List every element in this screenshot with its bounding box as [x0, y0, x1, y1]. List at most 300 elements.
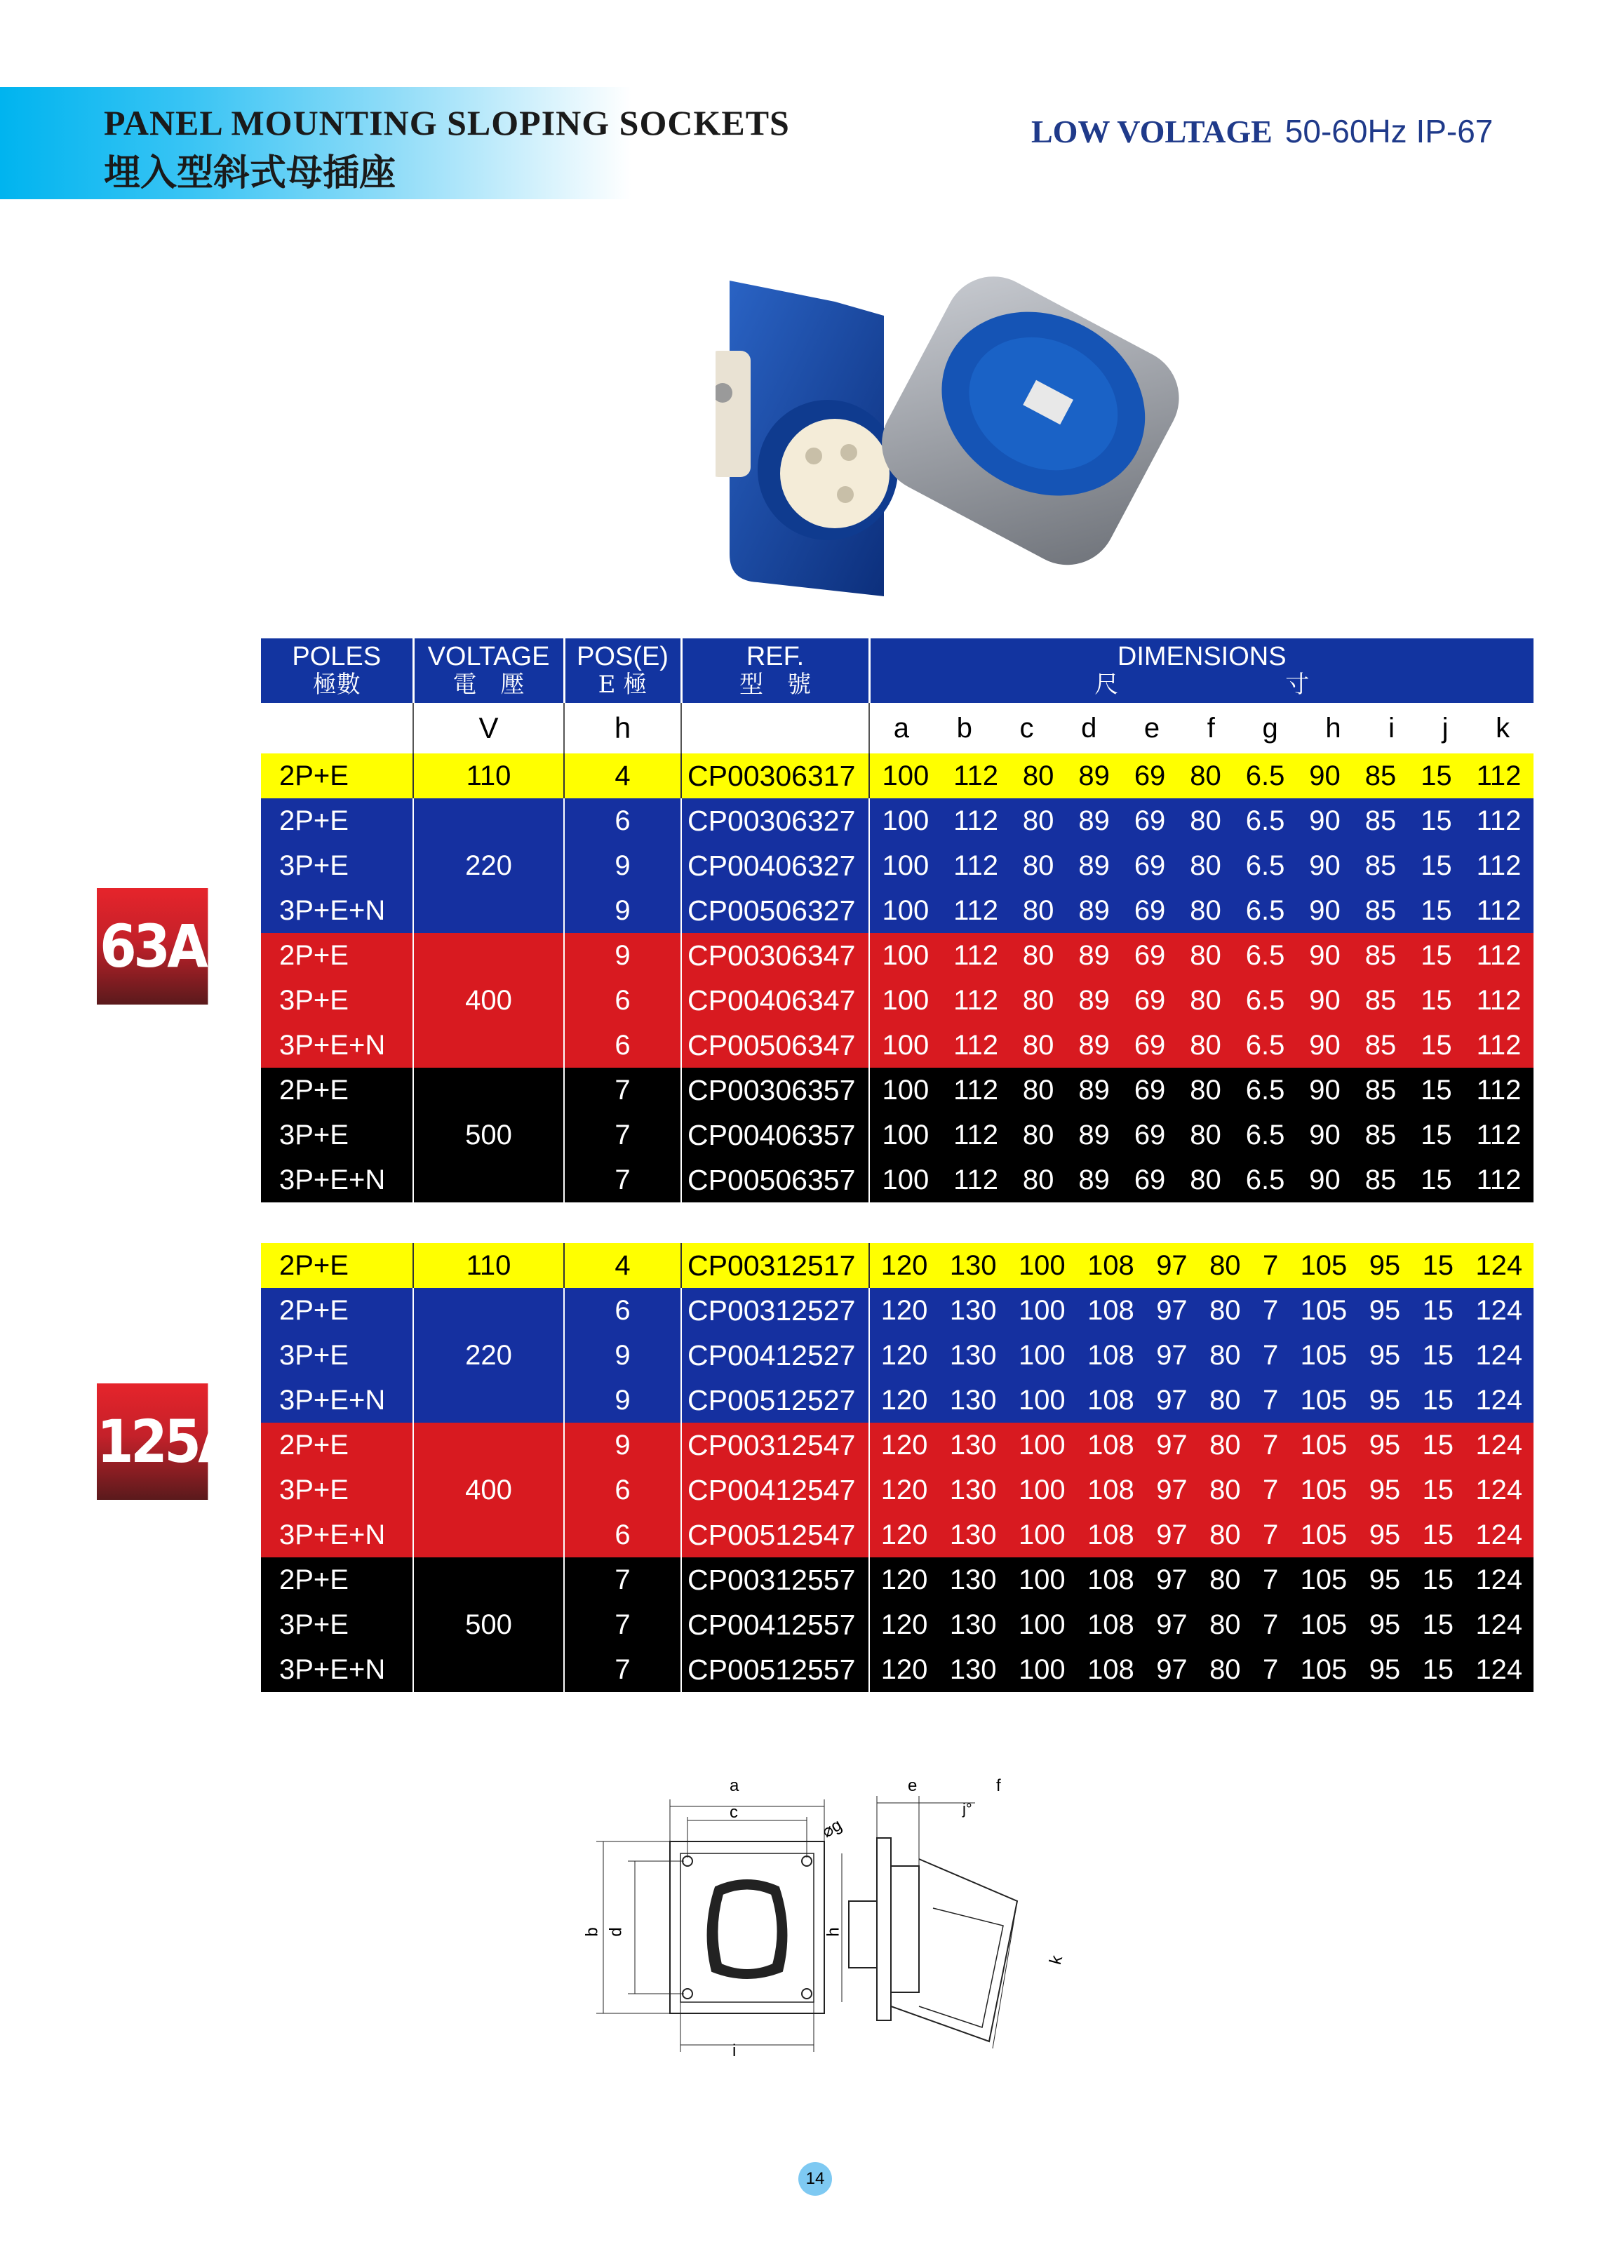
dim-value-j: 15: [1421, 1074, 1452, 1106]
dim-value-e: 97: [1156, 1609, 1188, 1640]
dim-value-b: 112: [953, 1119, 998, 1150]
dimension-letters: [869, 703, 1534, 753]
dim-value-i: 95: [1369, 1653, 1401, 1685]
ref-cell: CP00306317: [681, 753, 869, 798]
ref-cell: CP00306347: [681, 933, 869, 978]
dim-value-b: 112: [953, 984, 998, 1016]
dim-value-j: 15: [1422, 1519, 1454, 1550]
dim-value-g: 7: [1262, 1384, 1279, 1416]
dim-value-e: 69: [1134, 1164, 1166, 1195]
pos-cell: 9: [564, 1378, 681, 1423]
pos-cell: 9: [564, 1333, 681, 1378]
dim-value-i: 95: [1369, 1519, 1401, 1550]
dim-value-e: 69: [1134, 984, 1166, 1016]
pos-cell: 9: [564, 1423, 681, 1468]
pos-cell: 7: [564, 1113, 681, 1158]
dim-value-g: 6.5: [1245, 805, 1285, 836]
dim-value-b: 130: [949, 1339, 997, 1371]
label-j: j°: [962, 1800, 972, 1818]
dim-value-d: 108: [1087, 1294, 1134, 1326]
dim-value-b: 130: [949, 1474, 997, 1505]
voltage-cell: 500: [413, 1068, 564, 1202]
dim-value-h: 105: [1300, 1653, 1348, 1685]
dim-value-d: 108: [1087, 1519, 1134, 1550]
dim-value-e: 97: [1156, 1474, 1188, 1505]
dim-value-d: 108: [1087, 1609, 1134, 1640]
dim-value-k: 112: [1476, 805, 1522, 836]
ref-cell: CP00512547: [681, 1512, 869, 1557]
poles-cell: 2P+E: [261, 1557, 413, 1602]
dim-value-j: 15: [1422, 1249, 1454, 1281]
dim-value-d: 108: [1087, 1384, 1134, 1416]
dimensions-cell: [869, 1113, 1534, 1158]
table-row: [261, 753, 1534, 798]
unit-poles: [261, 703, 413, 753]
ref-cell: CP00312517: [681, 1243, 869, 1288]
dim-value-c: 80: [1022, 939, 1054, 971]
dim-letter-b: b: [956, 712, 972, 744]
dimensions-cell: [869, 1243, 1534, 1288]
poles-cell: 3P+E+N: [261, 888, 413, 933]
dim-value-k: 124: [1475, 1429, 1523, 1461]
dim-value-h: 105: [1300, 1609, 1348, 1640]
dimensions-cell: [869, 888, 1534, 933]
poles-cell: 3P+E: [261, 1333, 413, 1378]
dim-value-i: 85: [1364, 939, 1397, 971]
poles-cell: 2P+E: [261, 1243, 413, 1288]
dim-value-e: 97: [1156, 1653, 1188, 1685]
dim-value-k: 124: [1475, 1474, 1523, 1505]
ref-cell: CP00506327: [681, 888, 869, 933]
col-header-poles: POLES 極數: [261, 638, 413, 703]
dim-value-k: 124: [1475, 1384, 1523, 1416]
dim-value-i: 95: [1369, 1384, 1401, 1416]
low-voltage-label: LOW VOLTAGE: [1031, 114, 1273, 149]
dim-value-f: 80: [1190, 1029, 1221, 1061]
dim-value-e: 69: [1134, 894, 1166, 926]
dim-value-k: 112: [1476, 760, 1522, 791]
dim-value-h: 90: [1309, 939, 1341, 971]
dim-value-h: 105: [1300, 1474, 1348, 1505]
poles-cell: 2P+E: [261, 1423, 413, 1468]
dim-value-d: 89: [1078, 1119, 1110, 1150]
dimensions-cell: [869, 798, 1534, 843]
dim-value-k: 112: [1476, 1029, 1522, 1061]
ref-cell: CP00412557: [681, 1602, 869, 1647]
col-header-voltage: VOLTAGE 電 壓: [413, 638, 564, 703]
dim-value-j: 15: [1421, 1164, 1452, 1195]
dim-value-g: 6.5: [1245, 984, 1285, 1016]
poles-cell: 3P+E: [261, 1113, 413, 1158]
label-e: e: [908, 1776, 918, 1795]
dim-letter-g: g: [1262, 712, 1278, 744]
ref-cell: CP00306327: [681, 798, 869, 843]
page-number: 14: [798, 2162, 832, 2196]
dim-value-b: 130: [949, 1249, 997, 1281]
table-row: [261, 1068, 1534, 1113]
dim-value-g: 7: [1262, 1609, 1279, 1640]
poles-cell: 2P+E: [261, 798, 413, 843]
unit-pos: h: [564, 703, 681, 753]
dim-value-j: 15: [1422, 1653, 1454, 1685]
dim-value-a: 100: [882, 1074, 930, 1106]
dim-value-e: 69: [1134, 760, 1166, 791]
dim-value-b: 112: [953, 894, 998, 926]
unit-voltage: V: [413, 703, 564, 753]
dim-value-b: 130: [949, 1384, 997, 1416]
dim-value-a: 100: [882, 805, 930, 836]
dim-value-d: 108: [1087, 1429, 1134, 1461]
dim-value-k: 112: [1476, 939, 1522, 971]
dim-value-b: 112: [953, 850, 998, 881]
dim-value-e: 69: [1134, 939, 1166, 971]
dim-value-j: 15: [1421, 984, 1452, 1016]
dim-value-h: 90: [1309, 1074, 1341, 1106]
poles-cell: 3P+E+N: [261, 1378, 413, 1423]
dim-value-d: 89: [1078, 894, 1110, 926]
dim-value-j: 15: [1421, 1119, 1452, 1150]
dim-value-e: 97: [1156, 1249, 1188, 1281]
dim-value-f: 80: [1209, 1294, 1241, 1326]
dimensions-cell: [869, 1512, 1534, 1557]
dim-value-c: 100: [1018, 1249, 1066, 1281]
amp-badge-63a: 63A: [97, 888, 208, 1005]
dimensions-cell: [869, 753, 1534, 798]
ref-cell: CP00312557: [681, 1557, 869, 1602]
ref-cell: CP00406357: [681, 1113, 869, 1158]
dim-value-j: 15: [1422, 1429, 1454, 1461]
ref-cell: CP00512527: [681, 1378, 869, 1423]
ref-cell: CP00506357: [681, 1158, 869, 1202]
dim-value-g: 7: [1262, 1339, 1279, 1371]
table-row: [261, 1423, 1534, 1468]
dim-value-a: 120: [880, 1249, 928, 1281]
dim-value-c: 80: [1022, 1029, 1054, 1061]
dimensions-cell: [869, 1647, 1534, 1692]
dimensions-cell: [869, 1557, 1534, 1602]
poles-cell: 3P+E+N: [261, 1023, 413, 1068]
dim-value-b: 112: [953, 760, 998, 791]
dim-value-i: 95: [1369, 1609, 1401, 1640]
dim-value-c: 100: [1018, 1384, 1066, 1416]
dim-value-i: 85: [1364, 894, 1397, 926]
ref-cell: CP00406347: [681, 978, 869, 1023]
dim-value-g: 7: [1262, 1653, 1279, 1685]
dim-value-g: 6.5: [1245, 760, 1285, 791]
dim-value-f: 80: [1209, 1564, 1241, 1595]
dim-value-f: 80: [1209, 1474, 1241, 1505]
dim-value-a: 100: [882, 1164, 930, 1195]
dim-value-d: 108: [1087, 1564, 1134, 1595]
dimensions-cell: [869, 843, 1534, 888]
dim-value-a: 100: [882, 894, 930, 926]
dimensions-cell: [869, 933, 1534, 978]
voltage-spec: [1031, 112, 1493, 150]
dim-value-g: 7: [1262, 1429, 1279, 1461]
pos-cell: 4: [564, 753, 681, 798]
dim-value-k: 112: [1476, 1164, 1522, 1195]
dim-value-b: 130: [949, 1564, 997, 1595]
dim-letter-i: i: [1388, 712, 1395, 744]
poles-cell: 3P+E+N: [261, 1158, 413, 1202]
table-row: [261, 1243, 1534, 1288]
poles-cell: 3P+E: [261, 843, 413, 888]
dim-value-k: 124: [1475, 1519, 1523, 1550]
dim-value-k: 124: [1475, 1653, 1523, 1685]
col-header-pos: POS(E) E 極: [564, 638, 681, 703]
label-b: b: [582, 1927, 602, 1937]
dim-letter-f: f: [1207, 712, 1215, 744]
dim-value-i: 95: [1369, 1564, 1401, 1595]
dim-value-e: 97: [1156, 1519, 1188, 1550]
dim-value-h: 90: [1309, 850, 1341, 881]
dim-value-h: 105: [1300, 1564, 1348, 1595]
dim-value-f: 80: [1190, 805, 1221, 836]
dim-letter-d: d: [1081, 712, 1097, 744]
socket-product-image: [716, 253, 1193, 603]
amp-badge-125a: 125A: [97, 1383, 208, 1500]
pos-cell: 9: [564, 843, 681, 888]
dim-value-h: 90: [1309, 984, 1341, 1016]
dim-value-k: 124: [1475, 1609, 1523, 1640]
pos-cell: 9: [564, 888, 681, 933]
dim-value-e: 69: [1134, 850, 1166, 881]
label-a: a: [730, 1776, 739, 1795]
dim-value-d: 89: [1078, 805, 1110, 836]
dim-value-f: 80: [1209, 1519, 1241, 1550]
dim-value-d: 89: [1078, 850, 1110, 881]
pos-cell: 6: [564, 1512, 681, 1557]
pos-cell: 7: [564, 1158, 681, 1202]
dim-value-a: 120: [880, 1519, 928, 1550]
dim-value-i: 85: [1364, 805, 1397, 836]
dim-value-j: 15: [1422, 1609, 1454, 1640]
table-row: [261, 933, 1534, 978]
pos-cell: 7: [564, 1602, 681, 1647]
dim-letter-j: j: [1442, 712, 1449, 744]
dim-value-i: 95: [1369, 1249, 1401, 1281]
dimensions-cell: [869, 1333, 1534, 1378]
dim-value-b: 112: [953, 805, 998, 836]
dim-value-f: 80: [1190, 850, 1221, 881]
dim-value-g: 7: [1262, 1474, 1279, 1505]
dim-value-c: 100: [1018, 1339, 1066, 1371]
dim-value-f: 80: [1190, 939, 1221, 971]
dim-value-e: 97: [1156, 1564, 1188, 1595]
dim-value-j: 15: [1422, 1384, 1454, 1416]
dim-value-h: 90: [1309, 1119, 1341, 1150]
dim-value-f: 80: [1209, 1384, 1241, 1416]
poles-cell: 2P+E: [261, 1068, 413, 1113]
dim-value-g: 6.5: [1245, 1164, 1285, 1195]
dim-value-c: 80: [1022, 984, 1054, 1016]
dimensions-cell: [869, 1068, 1534, 1113]
dim-value-j: 15: [1421, 760, 1452, 791]
dim-value-a: 100: [882, 1119, 930, 1150]
dim-value-c: 80: [1022, 1119, 1054, 1150]
label-g: ⌀g: [819, 1815, 845, 1842]
ref-cell: CP00312527: [681, 1288, 869, 1333]
dim-value-g: 7: [1262, 1294, 1279, 1326]
dim-value-d: 108: [1087, 1474, 1134, 1505]
dim-value-f: 80: [1209, 1653, 1241, 1685]
dimensions-cell: [869, 978, 1534, 1023]
dim-letter-k: k: [1496, 712, 1510, 744]
dim-value-h: 105: [1300, 1294, 1348, 1326]
dim-letter-c: c: [1019, 712, 1034, 744]
dim-value-f: 80: [1190, 984, 1221, 1016]
dim-value-j: 15: [1422, 1339, 1454, 1371]
dim-value-c: 100: [1018, 1609, 1066, 1640]
dim-value-b: 130: [949, 1429, 997, 1461]
dim-value-c: 100: [1018, 1429, 1066, 1461]
dim-value-a: 120: [880, 1653, 928, 1685]
pos-cell: 6: [564, 1468, 681, 1512]
voltage-cell: 220: [413, 798, 564, 933]
dim-value-c: 100: [1018, 1519, 1066, 1550]
pos-cell: 6: [564, 1288, 681, 1333]
label-k: k: [1045, 1953, 1067, 1967]
dim-value-g: 6.5: [1245, 894, 1285, 926]
dim-value-d: 89: [1078, 1164, 1110, 1195]
pos-cell: 9: [564, 933, 681, 978]
dim-value-k: 112: [1476, 1119, 1522, 1150]
dim-value-j: 15: [1421, 894, 1452, 926]
dim-value-e: 69: [1134, 1029, 1166, 1061]
dim-value-k: 112: [1476, 850, 1522, 881]
dim-value-g: 6.5: [1245, 1119, 1285, 1150]
dim-value-i: 95: [1369, 1294, 1401, 1326]
table-row: [261, 1557, 1534, 1602]
voltage-cell: 110: [413, 1243, 564, 1288]
title-english: PANEL MOUNTING SLOPING SOCKETS: [104, 103, 790, 142]
poles-cell: 2P+E: [261, 1288, 413, 1333]
dim-value-e: 69: [1134, 1119, 1166, 1150]
pos-cell: 4: [564, 1243, 681, 1288]
dim-value-d: 89: [1078, 1074, 1110, 1106]
pos-cell: 6: [564, 798, 681, 843]
dim-value-a: 120: [880, 1609, 928, 1640]
dim-value-f: 80: [1190, 760, 1221, 791]
dimensions-cell: [869, 1023, 1534, 1068]
dim-value-b: 112: [953, 1029, 998, 1061]
dim-letter-h: h: [1325, 712, 1341, 744]
dim-value-j: 15: [1422, 1294, 1454, 1326]
dim-value-e: 97: [1156, 1429, 1188, 1461]
spec-table-125a: [261, 1243, 1534, 1692]
dim-value-g: 6.5: [1245, 850, 1285, 881]
dim-value-c: 100: [1018, 1294, 1066, 1326]
dim-value-b: 130: [949, 1519, 997, 1550]
dim-value-d: 89: [1078, 1029, 1110, 1061]
dim-value-c: 80: [1022, 1074, 1054, 1106]
pos-cell: 6: [564, 1023, 681, 1068]
ref-cell: CP00506347: [681, 1023, 869, 1068]
dim-value-e: 69: [1134, 805, 1166, 836]
poles-cell: 3P+E: [261, 1468, 413, 1512]
dim-value-h: 90: [1309, 805, 1341, 836]
dim-value-b: 130: [949, 1653, 997, 1685]
dim-value-j: 15: [1422, 1474, 1454, 1505]
pos-cell: 6: [564, 978, 681, 1023]
dim-value-a: 100: [882, 1029, 930, 1061]
dim-value-k: 124: [1475, 1564, 1523, 1595]
col-header-ref: REF. 型 號: [681, 638, 869, 703]
dim-value-g: 6.5: [1245, 1029, 1285, 1061]
dim-value-h: 90: [1309, 1029, 1341, 1061]
title-chinese: 埋入型斜式母插座: [104, 152, 396, 194]
dimensions-cell: [869, 1288, 1534, 1333]
dim-value-i: 85: [1364, 984, 1397, 1016]
dim-value-h: 105: [1300, 1519, 1348, 1550]
dim-value-a: 100: [882, 760, 930, 791]
dim-value-d: 89: [1078, 984, 1110, 1016]
dim-value-b: 112: [953, 939, 998, 971]
voltage-cell: 400: [413, 933, 564, 1068]
dim-value-f: 80: [1209, 1249, 1241, 1281]
dim-value-j: 15: [1422, 1564, 1454, 1595]
poles-cell: 3P+E: [261, 978, 413, 1023]
ref-cell: CP00412527: [681, 1333, 869, 1378]
dim-value-h: 105: [1300, 1339, 1348, 1371]
dim-value-d: 108: [1087, 1249, 1134, 1281]
dim-value-i: 85: [1364, 1029, 1397, 1061]
dim-value-e: 69: [1134, 1074, 1166, 1106]
dim-value-b: 112: [953, 1074, 998, 1106]
dim-value-d: 108: [1087, 1653, 1134, 1685]
dim-value-k: 112: [1476, 894, 1522, 926]
dim-value-i: 85: [1364, 850, 1397, 881]
dim-value-j: 15: [1421, 805, 1452, 836]
dim-value-i: 85: [1364, 760, 1397, 791]
label-c: c: [730, 1803, 738, 1822]
pos-cell: 7: [564, 1557, 681, 1602]
dim-value-j: 15: [1421, 939, 1452, 971]
dim-value-f: 80: [1190, 894, 1221, 926]
dim-value-g: 7: [1262, 1564, 1279, 1595]
dim-value-k: 124: [1475, 1249, 1523, 1281]
label-i: i: [732, 2041, 737, 2060]
dim-value-i: 95: [1369, 1474, 1401, 1505]
dim-value-f: 80: [1190, 1164, 1221, 1195]
frequency-ip-label: 50-60Hz IP-67: [1284, 113, 1494, 149]
label-f: f: [996, 1776, 1001, 1795]
dim-value-f: 80: [1190, 1119, 1221, 1150]
dim-value-j: 15: [1421, 1029, 1452, 1061]
dim-value-h: 105: [1300, 1384, 1348, 1416]
unit-ref: [681, 703, 869, 753]
dim-value-c: 80: [1022, 805, 1054, 836]
dim-letter-a: a: [893, 712, 910, 744]
dim-value-h: 105: [1300, 1429, 1348, 1461]
dim-value-c: 80: [1022, 894, 1054, 926]
dim-value-i: 95: [1369, 1429, 1401, 1461]
dim-value-f: 80: [1190, 1074, 1221, 1106]
dim-value-f: 80: [1209, 1609, 1241, 1640]
dim-value-a: 120: [880, 1429, 928, 1461]
dim-value-i: 85: [1364, 1074, 1397, 1106]
dim-value-e: 97: [1156, 1339, 1188, 1371]
dim-value-a: 100: [882, 850, 930, 881]
dim-value-d: 108: [1087, 1339, 1134, 1371]
ref-cell: CP00312547: [681, 1423, 869, 1468]
dim-value-a: 120: [880, 1474, 928, 1505]
dim-value-d: 89: [1078, 939, 1110, 971]
dimensions-cell: [869, 1602, 1534, 1647]
ref-cell: CP00512557: [681, 1647, 869, 1692]
voltage-cell: 220: [413, 1288, 564, 1423]
col-header-dimensions: DIMENSIONS 尺 寸: [869, 638, 1534, 703]
